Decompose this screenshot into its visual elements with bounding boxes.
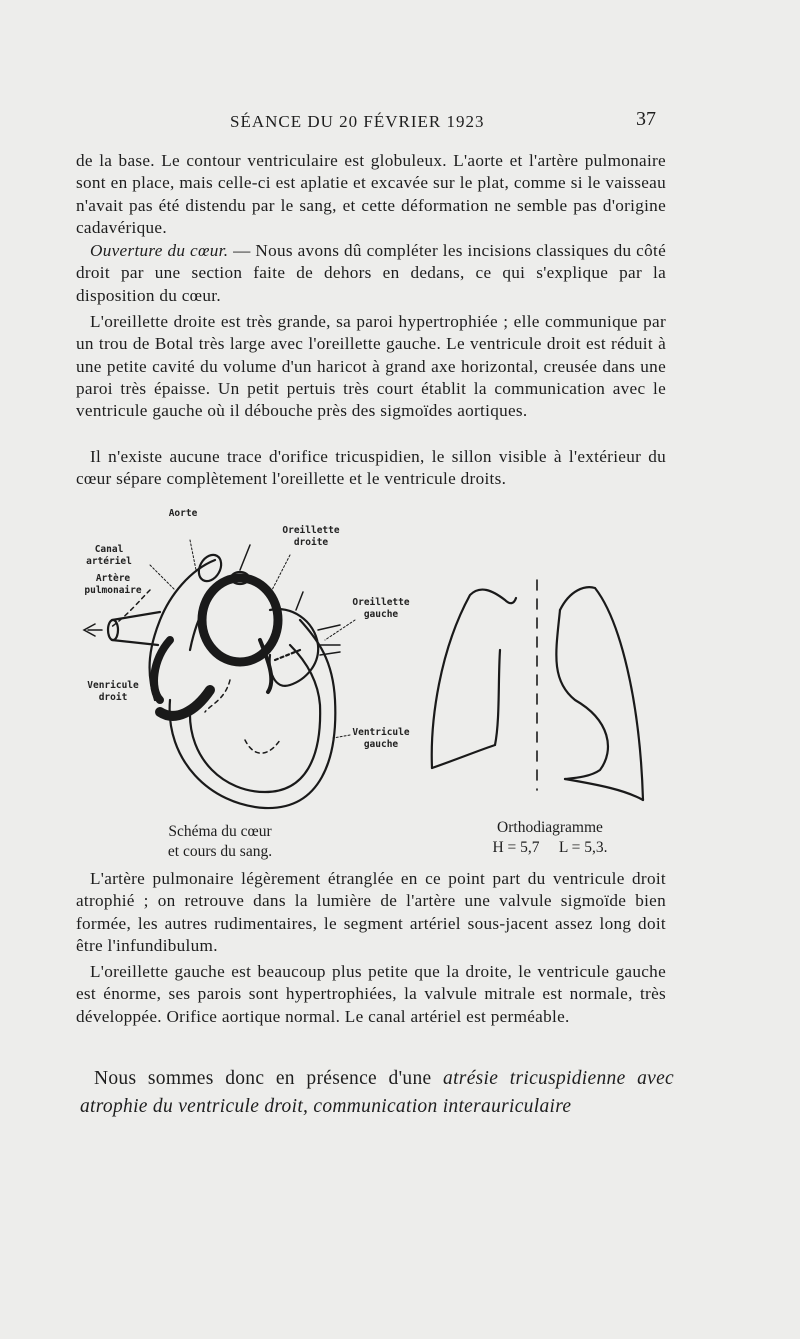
- label-oreillette-gauche: Oreillette gauche: [352, 597, 410, 620]
- label-artere-pulmonaire: Artère pulmonaire: [84, 573, 142, 596]
- paragraph-5-text: L'artère pulmonaire légèrement étranglée en ce point part du ventricule droit atrophié ; on retrouve dans la lumière de l'artère une valvule sigmoïde bien formée, les autres rudimentaires, le segment artériel sous-jacent assez long doit être l'infundibulum.: [76, 869, 666, 955]
- caption-ortho-title: Orthodiagramme: [497, 819, 603, 836]
- diagnosis-italic: atrésie tricuspidienne avec atrophie du ventricule droit, communication interauriculaire: [80, 1068, 674, 1117]
- paragraph-2-text: — Nous avons dû compléter les incisions classiques du côté droit par une section faite de dehors en dedans, ce qui s'explique par la disposition du cœur.: [76, 241, 666, 305]
- paragraph-7: [80, 1065, 674, 1121]
- running-head: SÉANCE DU 20 FÉVRIER 1923: [230, 112, 485, 131]
- paragraph-6: [76, 961, 666, 1028]
- caption-ortho-l: L = 5,3.: [558, 839, 608, 856]
- caption-ortho-values: [460, 838, 640, 858]
- paragraph-5: [76, 868, 666, 957]
- caption-ortho-h: H = 5,7: [492, 839, 540, 856]
- paragraph-4-text: Il n'existe aucune trace d'orifice tricuspidien, le sillon visible à l'extérieur du cœur sépare complètement l'oreillette et le ventricule droits.: [76, 447, 666, 489]
- label-oreillette-droite: Oreillette droite: [282, 525, 340, 548]
- orthodiagram-figure: [432, 580, 643, 800]
- paragraph-6-text: L'oreillette gauche est beaucoup plus petite que la droite, le ventricule gauche est énorme, ses parois sont hypertrophiées, la valvule mitrale est normale, très développée. Orifice aortique normal. Le canal artériel est perméable.: [76, 962, 666, 1026]
- label-ventricule-droit: Venricule droit: [87, 680, 139, 703]
- paragraph-1: de la base. Le contour ventriculaire est globuleux. L'aorte et l'artère pulmonaire sont en place, mais celle-ci est aplatie et excavée sur le plat, comme si le vaisseau n'avait pas été distendu par le sang, et cette déformation ne semble pas d'origine cadavérique.: [76, 151, 666, 237]
- page-number: 37: [636, 108, 656, 130]
- label-ventricule-gauche: Ventricule gauche: [352, 727, 410, 750]
- paragraph-7-text: Nous sommes donc en présence d'une: [94, 1068, 444, 1089]
- label-aorte: Aorte: [168, 508, 198, 519]
- label-canal-arteriel: Canal artériel: [86, 544, 132, 567]
- paragraph-3-text: L'oreillette droite est très grande, sa paroi hypertrophiée ; elle communique par un trou de Botal très large avec l'oreillette gauche. Le ventricule droit est réduit à une petite cavité du volume d'un haricot à grand axe horizontal, creusée dans une paroi très épaisse. Un petit pertuis très court établit la communication avec le ventricule gauche où il débouche près des sigmoïdes aortiques.: [76, 312, 666, 421]
- caption-orthodiagram: [460, 818, 640, 858]
- caption-heart-line2: et cours du sang.: [167, 843, 273, 860]
- caption-heart-line1: Schéma du cœur: [168, 823, 272, 840]
- caption-heart-schema: [130, 822, 310, 862]
- section-heading-ouverture: Ouverture du cœur.: [90, 241, 229, 260]
